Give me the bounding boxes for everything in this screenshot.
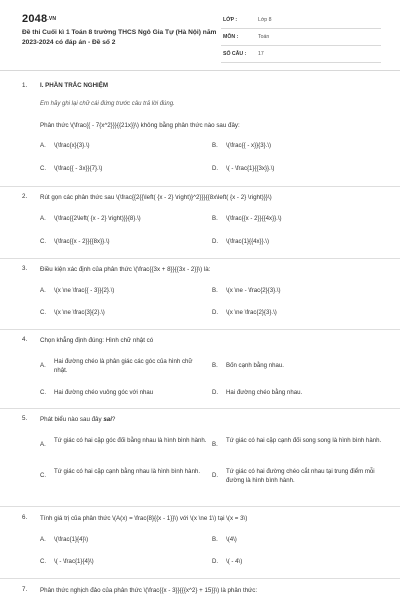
question-number: 4. <box>22 336 28 343</box>
option-text: \(x \ne \frac{2}{3}.\) <box>226 309 277 316</box>
option-letter: C. <box>40 472 47 479</box>
option-letter: B. <box>212 287 218 294</box>
option-letter: D. <box>212 238 219 245</box>
question-text-part: Phát biểu nào sau đây <box>40 416 104 423</box>
meta-row-subject <box>221 29 381 46</box>
option-letter: D. <box>212 472 219 479</box>
meta-label: MÔN : <box>223 34 239 40</box>
option-letter: D. <box>212 558 219 565</box>
question-divider <box>0 506 400 507</box>
option-text: \(\frac{{ - 3x}}{7}.\) <box>54 165 103 172</box>
question-divider <box>0 408 400 409</box>
section-title: I. PHẦN TRẮC NGHIỆM <box>40 82 109 89</box>
option-text: Tứ giác có hai đường chéo cắt nhau tại trung điểm mỗi đường là hình bình hành. <box>226 468 375 484</box>
option-text: \(\frac{1}{{4x}}.\) <box>226 238 270 245</box>
option-text: \(x \ne - \frac{2}{3}.\) <box>226 287 281 294</box>
option-letter: D. <box>212 165 219 172</box>
option-letter: A. <box>40 215 46 222</box>
meta-value: 17 <box>258 51 264 57</box>
logo-text: 2048 <box>22 13 48 25</box>
question-text <box>40 415 380 424</box>
meta-value: Lớp 8 <box>258 17 272 23</box>
option-text: \( - \frac{1}{4}\) <box>54 558 94 565</box>
option-text: \(\frac{{ - x}}{3}.\) <box>226 142 272 149</box>
question-divider <box>0 578 400 579</box>
question-text: Điều kiện xác định của phân thức \(\frac{{3x + 8}}{{3x - 2}}\) là: <box>40 266 211 273</box>
option-letter: C. <box>40 238 47 245</box>
option-letter: A. <box>40 142 46 149</box>
option-letter: B. <box>212 215 218 222</box>
option-text: Tứ giác có hai cặp cạnh đối song song là hình bình hành. <box>226 437 382 444</box>
meta-row-question-count <box>221 46 381 63</box>
option-text: \(\frac{1}{4}\) <box>54 536 89 543</box>
option-text: \(x \ne \frac{{ - 3}}{2}.\) <box>54 287 115 294</box>
question-number: 2. <box>22 193 28 200</box>
option-letter: A. <box>40 362 46 369</box>
exam-title: Đề thi Cuối kì 1 Toán 8 trường THCS Ngô Gia Tự (Hà Nội) năm 2023-2024 có đáp án - Đề số 2 <box>22 29 217 46</box>
option-text: \(\frac{{x - 2}}{{4x}}.\) <box>226 215 282 222</box>
header-divider <box>0 70 400 71</box>
option-text: \(\frac{x}{3}.\) <box>54 142 90 149</box>
question-divider <box>0 258 400 259</box>
option-letter: A. <box>40 287 46 294</box>
option-letter: B. <box>212 142 218 149</box>
option-letter: B. <box>212 362 218 369</box>
question-divider <box>0 329 400 330</box>
option-text: \(\frac{{x - 2}}{{8x}}.\) <box>54 238 110 245</box>
option-text: \(x \ne \frac{3}{2}.\) <box>54 309 105 316</box>
option-text: Hai đường chéo vuông góc với nhau <box>54 389 154 396</box>
question-divider <box>0 186 400 187</box>
option-text: \(\frac{{2\left( {x - 2} \right)}}{8}.\) <box>54 215 141 222</box>
option-text: \( - 4\) <box>226 558 243 565</box>
question-text: Phân thức \(\frac{{ - 7{x^2}}}{{21x}}\) không bằng phân thức nào sau đây: <box>40 122 240 129</box>
option-letter: A. <box>40 536 46 543</box>
option-letter: A. <box>40 441 46 448</box>
option-text: Hai đường chéo là phân giác các góc của hình chữ nhật. <box>54 358 193 374</box>
document-header <box>0 0 400 62</box>
question-number: 7. <box>22 586 28 593</box>
question-text: Phân thức nghịch đảo của phân thức \(\frac{{x - 3}}{{{x^2} + 15}}\) là phân thức: <box>40 587 258 594</box>
question-text: Tính giá trị của phân thức \(A(x) = \frac{8}{{x - 1}}\) với \(x \ne 1\) tại \(x = 3\) <box>40 515 248 522</box>
option-text: \( - \frac{1}{{3x}}.\) <box>226 165 275 172</box>
logo-suffix: .VN <box>47 16 57 23</box>
option-letter: C. <box>40 389 47 396</box>
meta-label: SỐ CÂU : <box>223 51 247 57</box>
exam-meta-table <box>221 12 381 63</box>
question-text: Chọn khẳng định đúng: Hình chữ nhật có <box>40 337 154 344</box>
question-text: Rút gọn các phân thức sau \(\frac{{2{{\left( {x - 2} \right)}^2}}}{{8x\left( {x - 2} \right)}}\) <box>40 194 272 201</box>
option-letter: C. <box>40 309 47 316</box>
question-number: 5. <box>22 415 28 422</box>
option-text: \(4\) <box>226 536 237 543</box>
option-letter: C. <box>40 165 47 172</box>
meta-value: Toán <box>258 34 270 40</box>
option-letter: D. <box>212 389 219 396</box>
option-letter: C. <box>40 558 47 565</box>
question-number: 3. <box>22 265 28 272</box>
option-text: Tứ giác có hai cặp góc đối bằng nhau là hình bình hành. <box>54 437 207 444</box>
question-text-part: ? <box>111 416 116 423</box>
option-letter: B. <box>212 441 218 448</box>
question-number: 6. <box>22 514 28 521</box>
option-text: Hai đường chéo bằng nhau. <box>226 389 303 396</box>
section-instruction: Em hãy ghi lại chữ cái đứng trước câu trả lời đúng. <box>40 101 175 107</box>
section-number: 1. <box>22 82 28 89</box>
meta-label: LỚP : <box>223 17 238 23</box>
question-emphasis: sai <box>103 416 112 423</box>
option-letter: B. <box>212 536 218 543</box>
site-logo[interactable] <box>22 13 56 25</box>
option-letter: D. <box>212 309 219 316</box>
option-text: Bốn cạnh bằng nhau. <box>226 362 284 369</box>
option-text: Tứ giác có hai cặp cạnh bằng nhau là hình bình hành. <box>54 468 201 475</box>
meta-row-class <box>221 12 381 29</box>
